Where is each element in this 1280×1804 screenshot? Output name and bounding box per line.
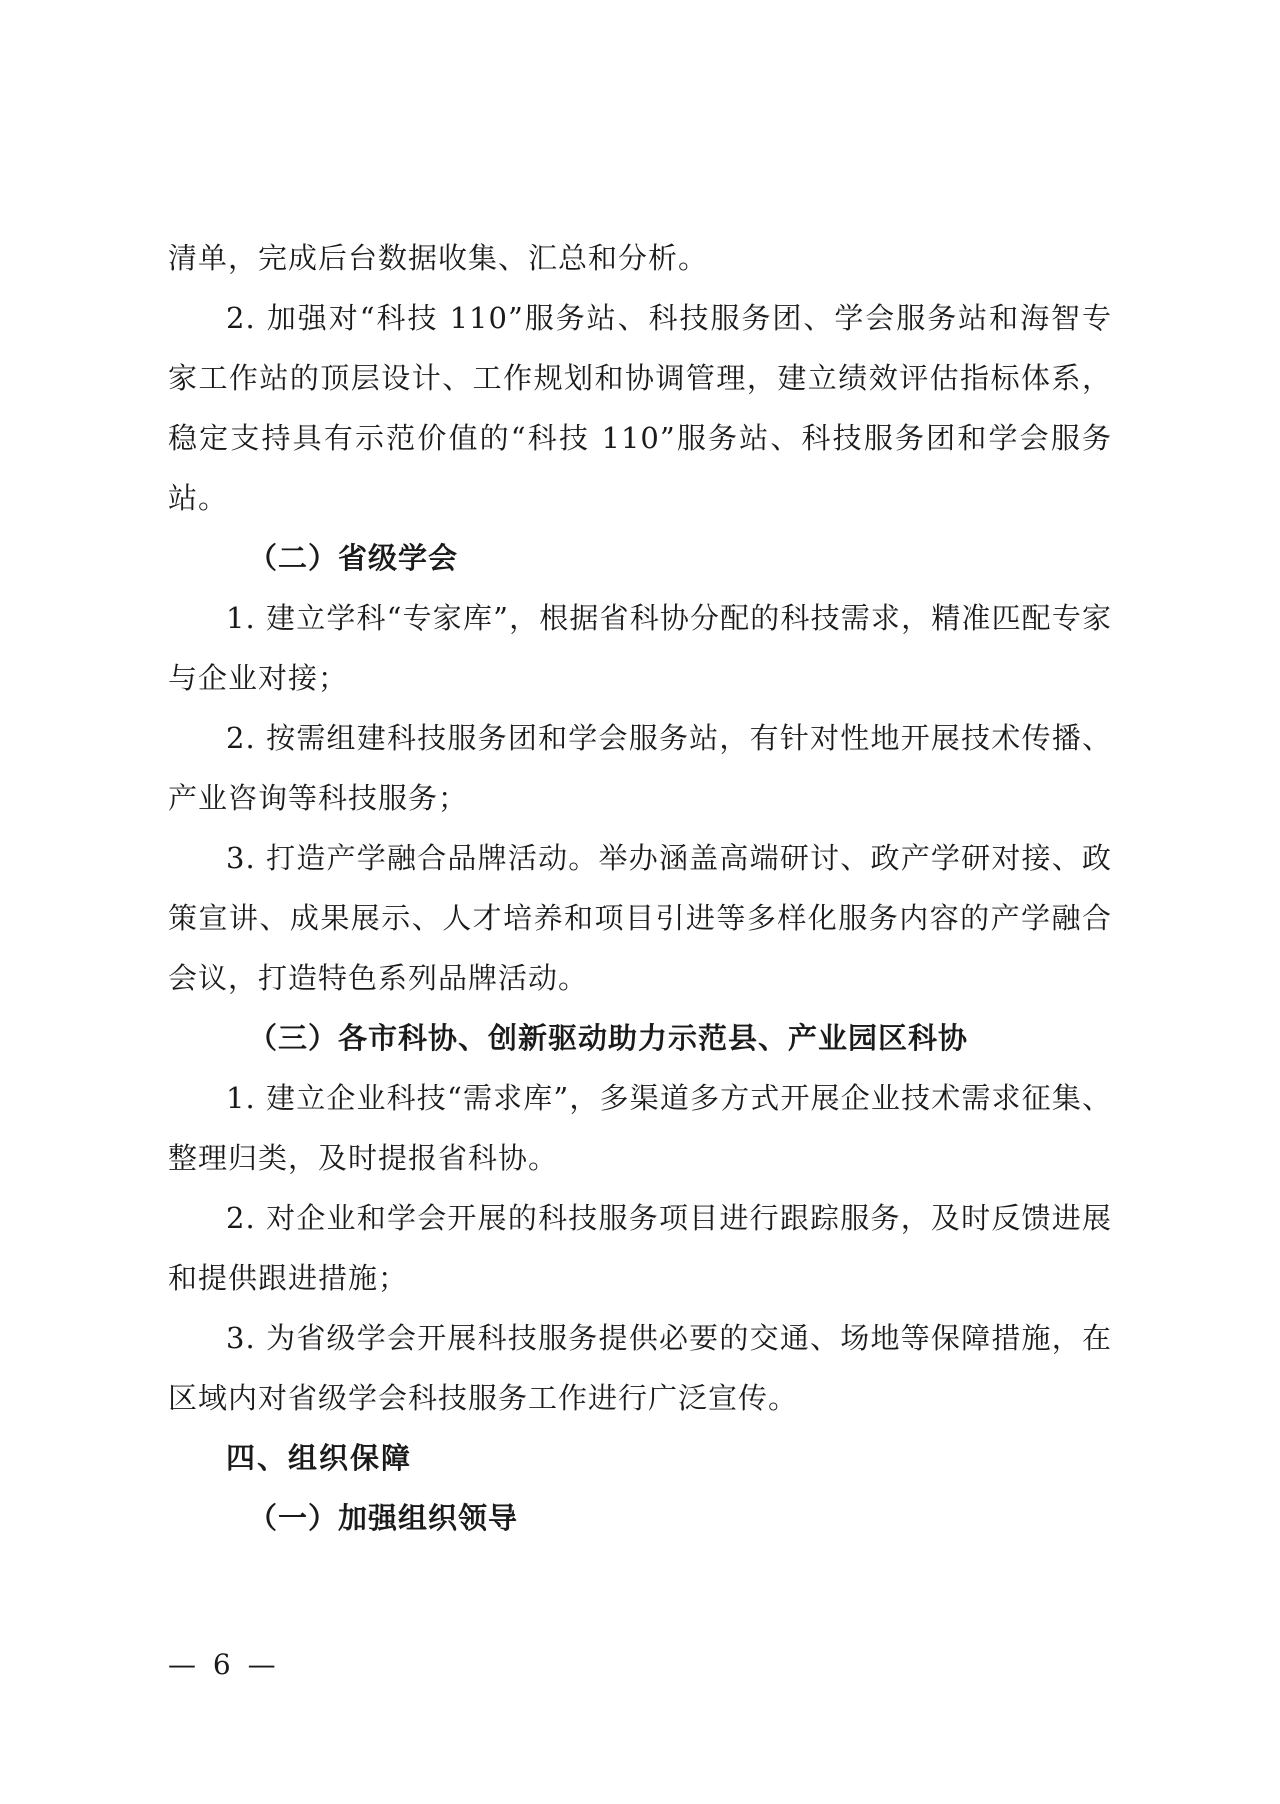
paragraph: 2. 按需组建科技服务团和学会服务站，有针对性地开展技术传播、产业咨询等科技服务；: [168, 721, 1112, 815]
paragraph: 2. 加强对“科技 110”服务站、科技服务团、学会服务站和海智专家工作站的顶层设计、工作规划和协调管理，建立绩效评估指标体系，稳定支持具有示范价值的“科技 110”服务站、科技服务团和学会服务站。: [168, 301, 1112, 515]
paragraph: 清单，完成后台数据收集、汇总和分析。: [168, 241, 709, 275]
paragraph: 2. 对企业和学会开展的科技服务项目进行跟踪服务，及时反馈进展和提供跟进措施；: [168, 1201, 1112, 1295]
section-heading: （三）各市科协、创新驱动助力示范县、产业园区科协: [248, 1021, 969, 1055]
paragraph: 3. 为省级学会开展科技服务提供必要的交通、场地等保障措施，在区域内对省级学会科技服务工作进行广泛宣传。: [168, 1321, 1112, 1415]
paragraph: 1. 建立学科“专家库”，根据省科协分配的科技需求，精准匹配专家与企业对接；: [168, 601, 1112, 695]
page-number: — 6 —: [168, 1648, 280, 1681]
section-heading: （一）加强组织领导: [248, 1501, 519, 1535]
section-heading: （二）省级学会: [248, 541, 459, 575]
paragraph: 1. 建立企业科技“需求库”，多渠道多方式开展企业技术需求征集、整理归类，及时提报省科协。: [168, 1081, 1112, 1175]
chapter-heading: 四、组织保障: [226, 1441, 413, 1475]
document-body: [168, 228, 1112, 1548]
paragraph: 3. 打造产学融合品牌活动。举办涵盖高端研讨、政产学研对接、政策宣讲、成果展示、人才培养和项目引进等多样化服务内容的产学融合会议，打造特色系列品牌活动。: [168, 841, 1112, 995]
